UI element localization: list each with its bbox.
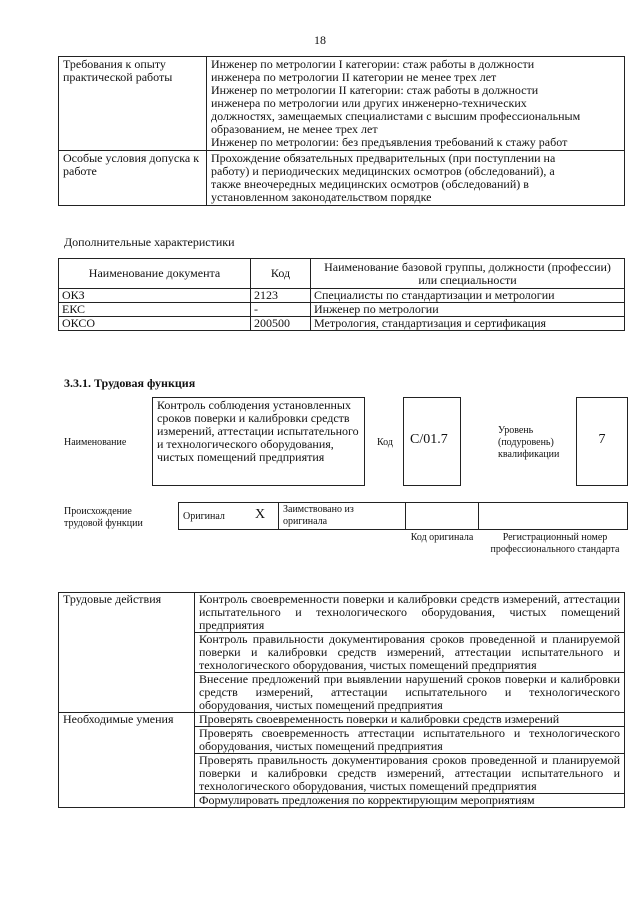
skill-item: Проверять своевременность поверки и калибровки средств измерений: [195, 713, 625, 727]
original-mark: X: [255, 507, 266, 522]
function-name-box: [152, 397, 365, 486]
table-row: [59, 151, 625, 206]
skill-item: Проверять правильность документирования сроков проведенной и планируемой поверки и калибровки средств измерений, аттестации испытательного и технологического оборудования, чистых помещений предприятия: [195, 754, 625, 794]
origin-grid: [178, 502, 628, 530]
action-item: Контроль правильности документирования сроков проведенной и планируемой поверки и калибровки средств измерений, аттестации испытательного и технологического оборудования, чистых помещений предприятия: [195, 633, 625, 673]
code-original-caption: Код оригинала: [410, 532, 474, 543]
function-name: Контроль соблюдения установленных сроков поверки и калибровки средств измерений, аттестации испытательного и технологического оборудования, чистых помещений предприятия: [157, 398, 359, 464]
header-code: Код: [251, 259, 311, 289]
original-label: Оригинал: [183, 511, 225, 522]
level-label: Уровень (подуровень) квалификации: [498, 425, 560, 460]
level-value: 7: [598, 432, 606, 447]
table-row: ОКЗ 2123 Специалисты по стандартизации и метрологии: [59, 289, 625, 303]
skills-label: Необходимые умения: [59, 713, 195, 808]
table-row: [59, 593, 625, 633]
skill-item: Проверять своевременность аттестации испытательного и технологического оборудования, чистых помещений предприятия: [195, 727, 625, 754]
name-label: Наименование: [64, 437, 127, 448]
admission-value: Прохождение обязательных предварительных (при поступлении на работу) и периодических медицинских осмотров (обследований), а также внеочередных медицинских осмотров (обследований) в установленном законодательством порядке: [207, 151, 625, 206]
function-heading: 3.3.1. Трудовая функция: [64, 376, 196, 390]
additional-title: Дополнительные характеристики: [64, 235, 235, 249]
table-row: [59, 57, 625, 151]
code-value: С/01.7: [410, 432, 448, 447]
origin-label: Происхождение трудовой функции: [64, 506, 143, 529]
experience-label: Требования к опыту практической работы: [59, 57, 207, 151]
action-item: Контроль своевременности поверки и калибровки средств измерений, аттестации испытательного и технологического оборудования, чистых помещений предприятия: [195, 593, 625, 633]
borrowed-label: Заимствовано из оригинала: [283, 504, 354, 527]
header-group: Наименование базовой группы, должности (профессии) или специальности: [311, 259, 625, 289]
table-header-row: [59, 259, 625, 289]
skill-item: Формулировать предложения по корректирующим мероприятиям: [195, 794, 625, 808]
labor-table: [58, 592, 625, 808]
table-row: [59, 713, 625, 727]
table-row: ЕКС - Инженер по метрологии: [59, 303, 625, 317]
action-item: Внесение предложений при выявлении нарушений сроков поверки и калибровки средств измерений, аттестации испытательного и технологического оборудования, чистых помещений предприятия: [195, 673, 625, 713]
additional-table: [58, 258, 625, 331]
table-row: ОКСО 200500 Метрология, стандартизация и сертификация: [59, 317, 625, 331]
reg-number-caption: Регистрационный номер профессионального стандарта: [490, 532, 620, 555]
code-box: [403, 397, 461, 486]
experience-value: Инженер по метрологии I категории: стаж работы в должности инженера по метрологии II категории не менее трех лет Инженер по метрологии II категории: стаж работы в должности инженера по метрологии или других инженерно-технических должностях, замещаемых специалистами с высшим профессиональным образованием, не менее трех лет Инженер по метрологии: без предъявления требований к стажу работ: [207, 57, 625, 151]
header-document: Наименование документа: [59, 259, 251, 289]
code-label: Код: [377, 437, 393, 448]
requirements-table: [58, 56, 625, 206]
page-number: 18: [314, 33, 326, 47]
admission-label: Особые условия допуска к работе: [59, 151, 207, 206]
level-box: [576, 397, 628, 486]
actions-label: Трудовые действия: [59, 593, 195, 713]
